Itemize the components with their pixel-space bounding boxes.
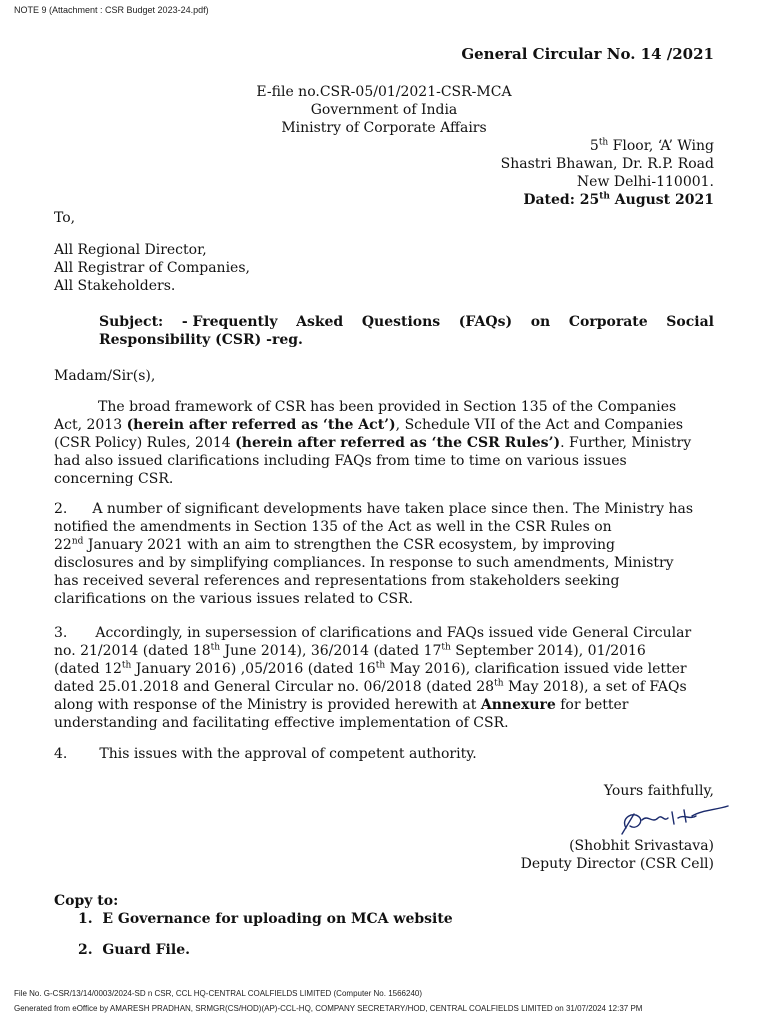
para-line [54,500,714,518]
floor-number: 5 [589,138,599,154]
copy-item-number: 2. [78,942,93,958]
para-line [54,660,714,678]
floor-rest: Floor, ‘A’ Wing [608,138,714,154]
signatory-name: (Shobhit Srivastava) [569,838,714,854]
recipient-item: All Regional Director, [54,242,207,258]
address-line-1 [501,137,714,155]
office-address [501,137,714,191]
para-text: for better [555,697,629,713]
para-text: Accordingly, in supersession of clarifications and FAQs issued vide General Circular [95,625,692,641]
para-text: This issues with the approval of competent authority. [99,746,477,762]
date-line [523,192,714,208]
date-sup: th [599,191,610,202]
para-line [54,678,714,696]
copy-to-label: Copy to: [54,893,119,909]
sup-text: nd [71,536,84,547]
para-line [54,745,714,763]
para-text: along with response of the Ministry is provided herewith at [54,697,481,713]
para-line [54,714,714,732]
bold-text: (herein after referred as ‘the Act’) [126,417,396,433]
para-text [54,536,615,554]
efile-number: E-file no.CSR-05/01/2021-CSR-MCA [256,84,512,100]
closing: Yours faithfully, [603,783,714,799]
copy-item-text: E Governance for uploading on MCA website [102,911,453,927]
footer-generated-by: Generated from eOffice by AMARESH PRADHAN, SRMGR(CS/HOD)(AP)-CCL-HQ, COMPANY SECRETARY/HOD, CENTRAL COALFIELDS LIMITED on 31/07/2024 12:37 PM [14,1004,643,1013]
government-name: Government of India [310,102,458,118]
subject-word: Questions [361,314,441,330]
para-line [54,398,714,416]
paragraph-3 [54,624,714,732]
circular-number: General Circular No. 14 /2021 [461,45,714,63]
para-line [54,452,714,470]
copy-item-text: Guard File. [102,942,190,958]
para-text: has received several references and representations from stakeholders seeking [54,573,620,589]
para-line [54,470,714,488]
sup-text: th [210,642,221,653]
address-line-3: New Delhi-110001. [576,174,714,190]
recipient-item: All Stakeholders. [54,278,176,294]
para-text: Act, 2013 [54,417,127,433]
para-text [54,624,691,642]
para-text [54,660,687,678]
para-text [54,434,691,452]
ministry-name: Ministry of Corporate Affairs [281,120,487,136]
para-line [54,518,714,536]
paragraph-1 [54,398,714,488]
bold-text: Annexure [480,697,556,713]
subject-word: Social [666,314,714,330]
para-text: disclosures and by simplifying compliances. In response to such amendments, Ministry [54,555,674,571]
para-line [54,624,714,642]
recipient-item: All Registrar of Companies, [54,260,250,276]
para-text: A number of significant developments have taken place since then. The Ministry has [92,501,694,517]
para-text: January 2016) ,05/2016 (dated 16 [131,661,376,677]
to-label: To, [54,210,76,226]
para-number: 4. [54,746,68,762]
para-text [54,678,687,696]
attachment-note: NOTE 9 (Attachment : CSR Budget 2023-24.pdf) [14,5,209,15]
copy-item [78,942,190,958]
para-text: May 2016), clarification issued vide letter [385,661,687,677]
recipient-list [54,241,250,295]
footer-file-number: File No. G-CSR/13/14/0003/2024-SD n CSR, CCL HQ-CENTRAL COALFIELDS LIMITED (Computer No. 1566240) [14,989,422,998]
subject-line [99,313,714,349]
para-text: (dated 12 [54,661,122,677]
signatory-block [521,837,714,873]
copy-item-number: 1. [78,911,93,927]
para-line [54,590,714,608]
paragraph-2 [54,500,714,608]
para-line [54,416,714,434]
para-line [54,434,714,452]
address-line-2: Shastri Bhawan, Dr. R.P. Road [500,156,714,172]
para-text [54,500,693,518]
para-text: had also issued clarifications including FAQs from time to time on various issues [54,453,627,469]
subject-word: on [530,314,551,330]
para-text: September 2014), 01/2016 [450,643,646,659]
para-text: June 2014), 36/2014 (dated 17 [220,643,442,659]
para-line [54,572,714,590]
para-text: understanding and facilitating effective implementation of CSR. [54,715,509,731]
para-text: notified the amendments in Section 135 of the Act as well in the CSR Rules on [54,519,612,535]
para-text: January 2021 with an aim to strengthen the CSR ecosystem, by improving [83,537,616,553]
signatory-title: Deputy Director (CSR Cell) [520,856,714,872]
para-text: clarifications on the various issues related to CSR. [54,591,414,607]
subject-word: Corporate [568,314,648,330]
para-text: no. 21/2014 (dated 18 [54,643,211,659]
subject-word: Asked [296,314,344,330]
para-number: 2. [54,501,68,517]
para-text [54,696,628,714]
para-text: concerning CSR. [54,471,174,487]
para-text [54,642,646,660]
floor-sup: th [598,137,609,148]
para-text: . Further, Ministry [560,435,692,451]
date-prefix: Dated: 25 [523,192,600,208]
para-text: 22 [54,537,72,553]
para-line [54,642,714,660]
subject-label: Subject: [99,314,164,330]
subject-word: (FAQs) [458,314,513,330]
bold-text: (herein after referred as ‘the CSR Rules’) [235,435,561,451]
issuer-block [0,83,768,137]
para-text: , Schedule VII of the Act and Companies [395,417,684,433]
sup-text: th [375,660,386,671]
para-number: 3. [54,625,68,641]
para-text [54,416,683,434]
subject-line-2: Responsibility (CSR) -reg. [99,332,303,348]
para-line [54,554,714,572]
subject-line-1 [99,313,714,331]
copy-item [78,911,453,927]
para-line [54,536,714,554]
sup-text: th [121,660,132,671]
date-suffix: August 2021 [609,192,714,208]
paragraph-4 [54,745,714,763]
sup-text: th [494,678,504,689]
subject-word: - Frequently [181,314,278,330]
para-line [54,696,714,714]
para-text: (CSR Policy) Rules, 2014 [54,435,236,451]
para-text: dated 25.01.2018 and General Circular no. 06/2018 (dated 28 [54,679,495,695]
para-text: The broad framework of CSR has been provided in Section 135 of the Companies [98,399,677,415]
sup-text: th [441,642,451,653]
para-text: May 2018), a set of FAQs [503,679,687,695]
salutation: Madam/Sir(s), [54,368,156,384]
